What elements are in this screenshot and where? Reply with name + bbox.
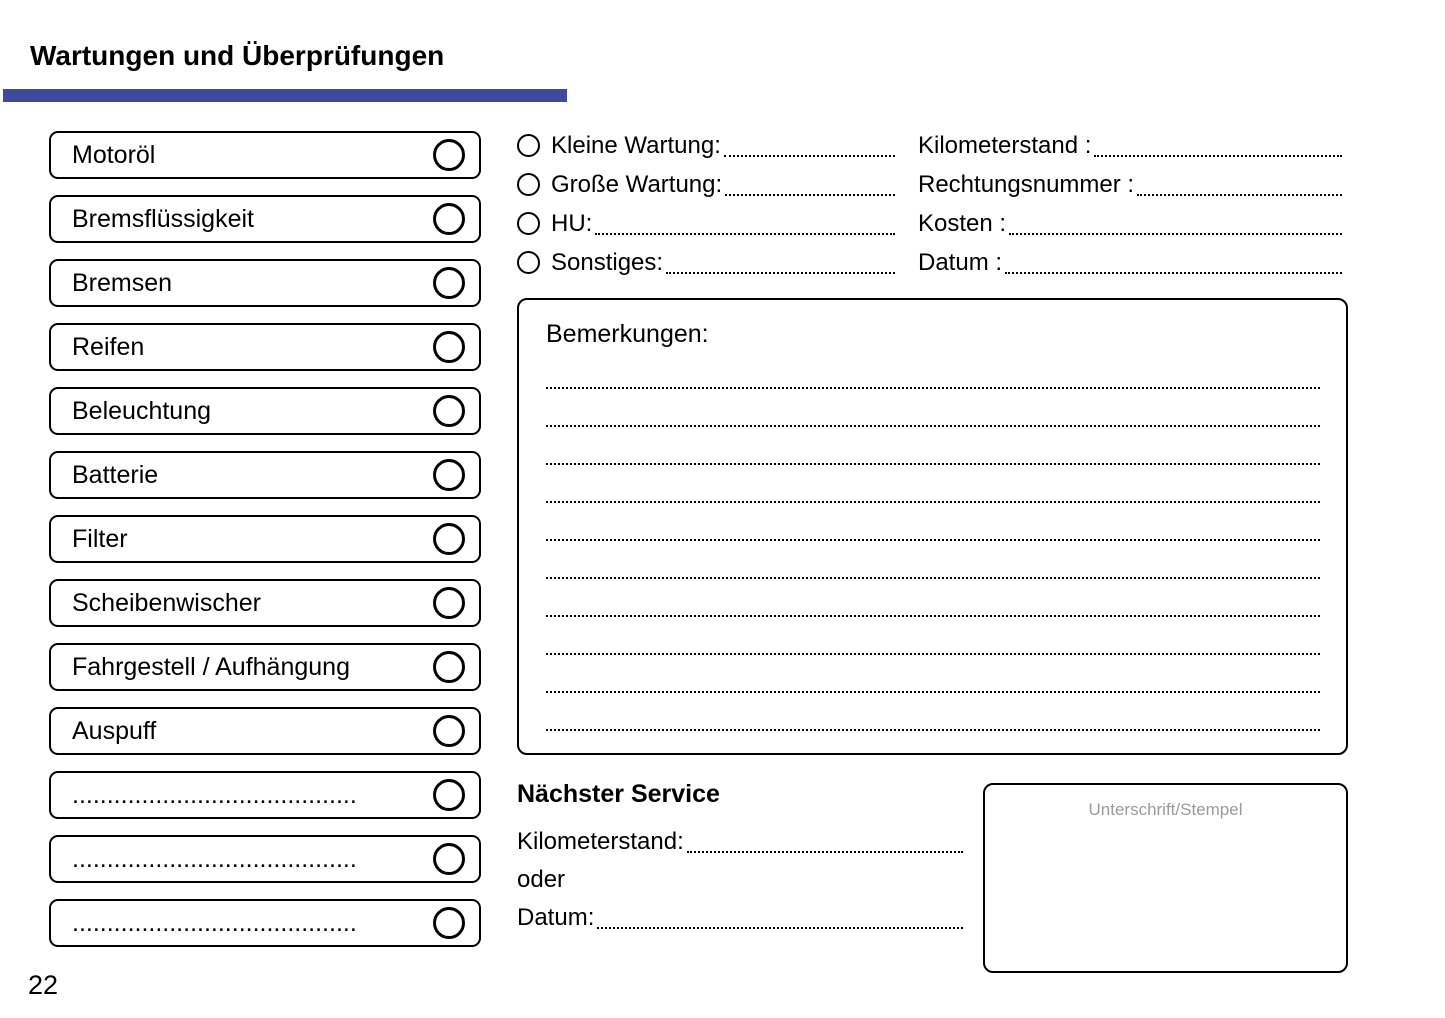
remarks-line[interactable] (546, 351, 1320, 389)
checklist-item-blank-3 (49, 899, 481, 947)
next-service-or-label: oder (517, 866, 566, 893)
checkbox-circle[interactable] (433, 715, 465, 747)
detail-row-kilometerstand (918, 126, 1342, 165)
fill-in-line[interactable] (595, 233, 895, 235)
fill-in-line[interactable] (597, 927, 963, 929)
service-type-row-kleine-wartung (517, 126, 895, 165)
service-type-section (517, 126, 895, 282)
detail-label: Datum : (918, 248, 1003, 276)
checklist-item-label: Filter (72, 524, 128, 553)
checklist-item-motoroel (49, 131, 481, 179)
service-type-label: HU: (551, 209, 593, 237)
next-service-kilometerstand-row (517, 823, 963, 861)
checklist-item-blank-1 (49, 771, 481, 819)
next-service-title: Nächster Service (517, 780, 720, 808)
checklist-item-blank-label[interactable]: ......................................... (72, 844, 357, 873)
checklist-item-bremsfluessigkeit (49, 195, 481, 243)
checklist-item-label: Fahrgestell / Aufhängung (72, 652, 350, 681)
service-type-row-hu (517, 204, 895, 243)
checkbox-circle[interactable] (433, 459, 465, 491)
checkbox-circle[interactable] (433, 395, 465, 427)
checklist-item-blank-2 (49, 835, 481, 883)
service-details-section (918, 126, 1342, 282)
detail-row-kosten (918, 204, 1342, 243)
checklist-item-blank-label[interactable]: ......................................... (72, 908, 357, 937)
radio-circle[interactable] (517, 134, 540, 157)
signature-stamp-box[interactable] (983, 783, 1348, 973)
service-type-label: Sonstiges: (551, 248, 664, 276)
title-underline-bar (3, 89, 567, 102)
checkbox-circle[interactable] (433, 523, 465, 555)
next-service-kilometerstand-label: Kilometerstand: (517, 828, 684, 855)
remarks-line[interactable] (546, 617, 1320, 655)
checkbox-circle[interactable] (433, 331, 465, 363)
checklist-item-label: Auspuff (72, 716, 157, 745)
page-number: 22 (28, 970, 59, 1000)
checkbox-circle[interactable] (433, 907, 465, 939)
checkbox-circle[interactable] (433, 203, 465, 235)
checkbox-circle[interactable] (433, 651, 465, 683)
radio-circle[interactable] (517, 251, 540, 274)
remarks-line[interactable] (546, 389, 1320, 427)
checklist-item-beleuchtung (49, 387, 481, 435)
checklist-item-label: Scheibenwischer (72, 588, 261, 617)
checklist-item-fahrgestell (49, 643, 481, 691)
checklist-item-bremsen (49, 259, 481, 307)
remarks-box (517, 298, 1348, 755)
page-title: Wartungen und Überprüfungen (30, 40, 445, 71)
detail-row-datum (918, 243, 1342, 282)
remarks-line[interactable] (546, 427, 1320, 465)
next-service-datum-row (517, 899, 963, 937)
detail-label: Kilometerstand : (918, 131, 1092, 159)
fill-in-line[interactable] (1094, 155, 1342, 157)
service-type-row-sonstiges (517, 243, 895, 282)
remarks-line[interactable] (546, 693, 1320, 731)
checklist-item-label: Bremsflüssigkeit (72, 204, 254, 233)
remarks-title: Bemerkungen: (546, 320, 709, 348)
maintenance-checklist (49, 131, 481, 963)
service-type-row-grosse-wartung (517, 165, 895, 204)
remarks-line[interactable] (546, 503, 1320, 541)
detail-label: Kosten : (918, 209, 1007, 237)
checklist-item-label: Batterie (72, 460, 159, 489)
fill-in-line[interactable] (1005, 272, 1342, 274)
checkbox-circle[interactable] (433, 779, 465, 811)
checklist-item-batterie (49, 451, 481, 499)
fill-in-line[interactable] (666, 272, 895, 274)
fill-in-line[interactable] (1009, 233, 1342, 235)
service-type-label: Kleine Wartung: (551, 131, 721, 159)
checklist-item-scheibenwischer (49, 579, 481, 627)
fill-in-line[interactable] (725, 194, 895, 196)
checklist-item-blank-label[interactable]: ......................................... (72, 780, 357, 809)
signature-stamp-label: Unterschrift/Stempel (1088, 800, 1243, 819)
detail-label: Rechtungsnummer : (918, 170, 1135, 198)
checklist-item-label: Beleuchtung (72, 396, 212, 425)
detail-row-rechnungsnummer (918, 165, 1342, 204)
checklist-item-reifen (49, 323, 481, 371)
checkbox-circle[interactable] (433, 587, 465, 619)
checkbox-circle[interactable] (433, 843, 465, 875)
next-service-section (517, 780, 963, 937)
radio-circle[interactable] (517, 173, 540, 196)
fill-in-line[interactable] (724, 155, 895, 157)
fill-in-line[interactable] (687, 851, 963, 853)
checklist-item-filter (49, 515, 481, 563)
remarks-line[interactable] (546, 465, 1320, 503)
next-service-datum-label: Datum: (517, 904, 595, 931)
radio-circle[interactable] (517, 212, 540, 235)
remarks-line[interactable] (546, 579, 1320, 617)
checkbox-circle[interactable] (433, 267, 465, 299)
checklist-item-label: Bremsen (72, 268, 173, 297)
remarks-line[interactable] (546, 655, 1320, 693)
checklist-item-auspuff (49, 707, 481, 755)
checklist-item-label: Motoröl (72, 140, 156, 169)
checkbox-circle[interactable] (433, 139, 465, 171)
remarks-line[interactable] (546, 541, 1320, 579)
checklist-item-label: Reifen (72, 332, 145, 361)
service-type-label: Große Wartung: (551, 170, 723, 198)
fill-in-line[interactable] (1137, 194, 1342, 196)
